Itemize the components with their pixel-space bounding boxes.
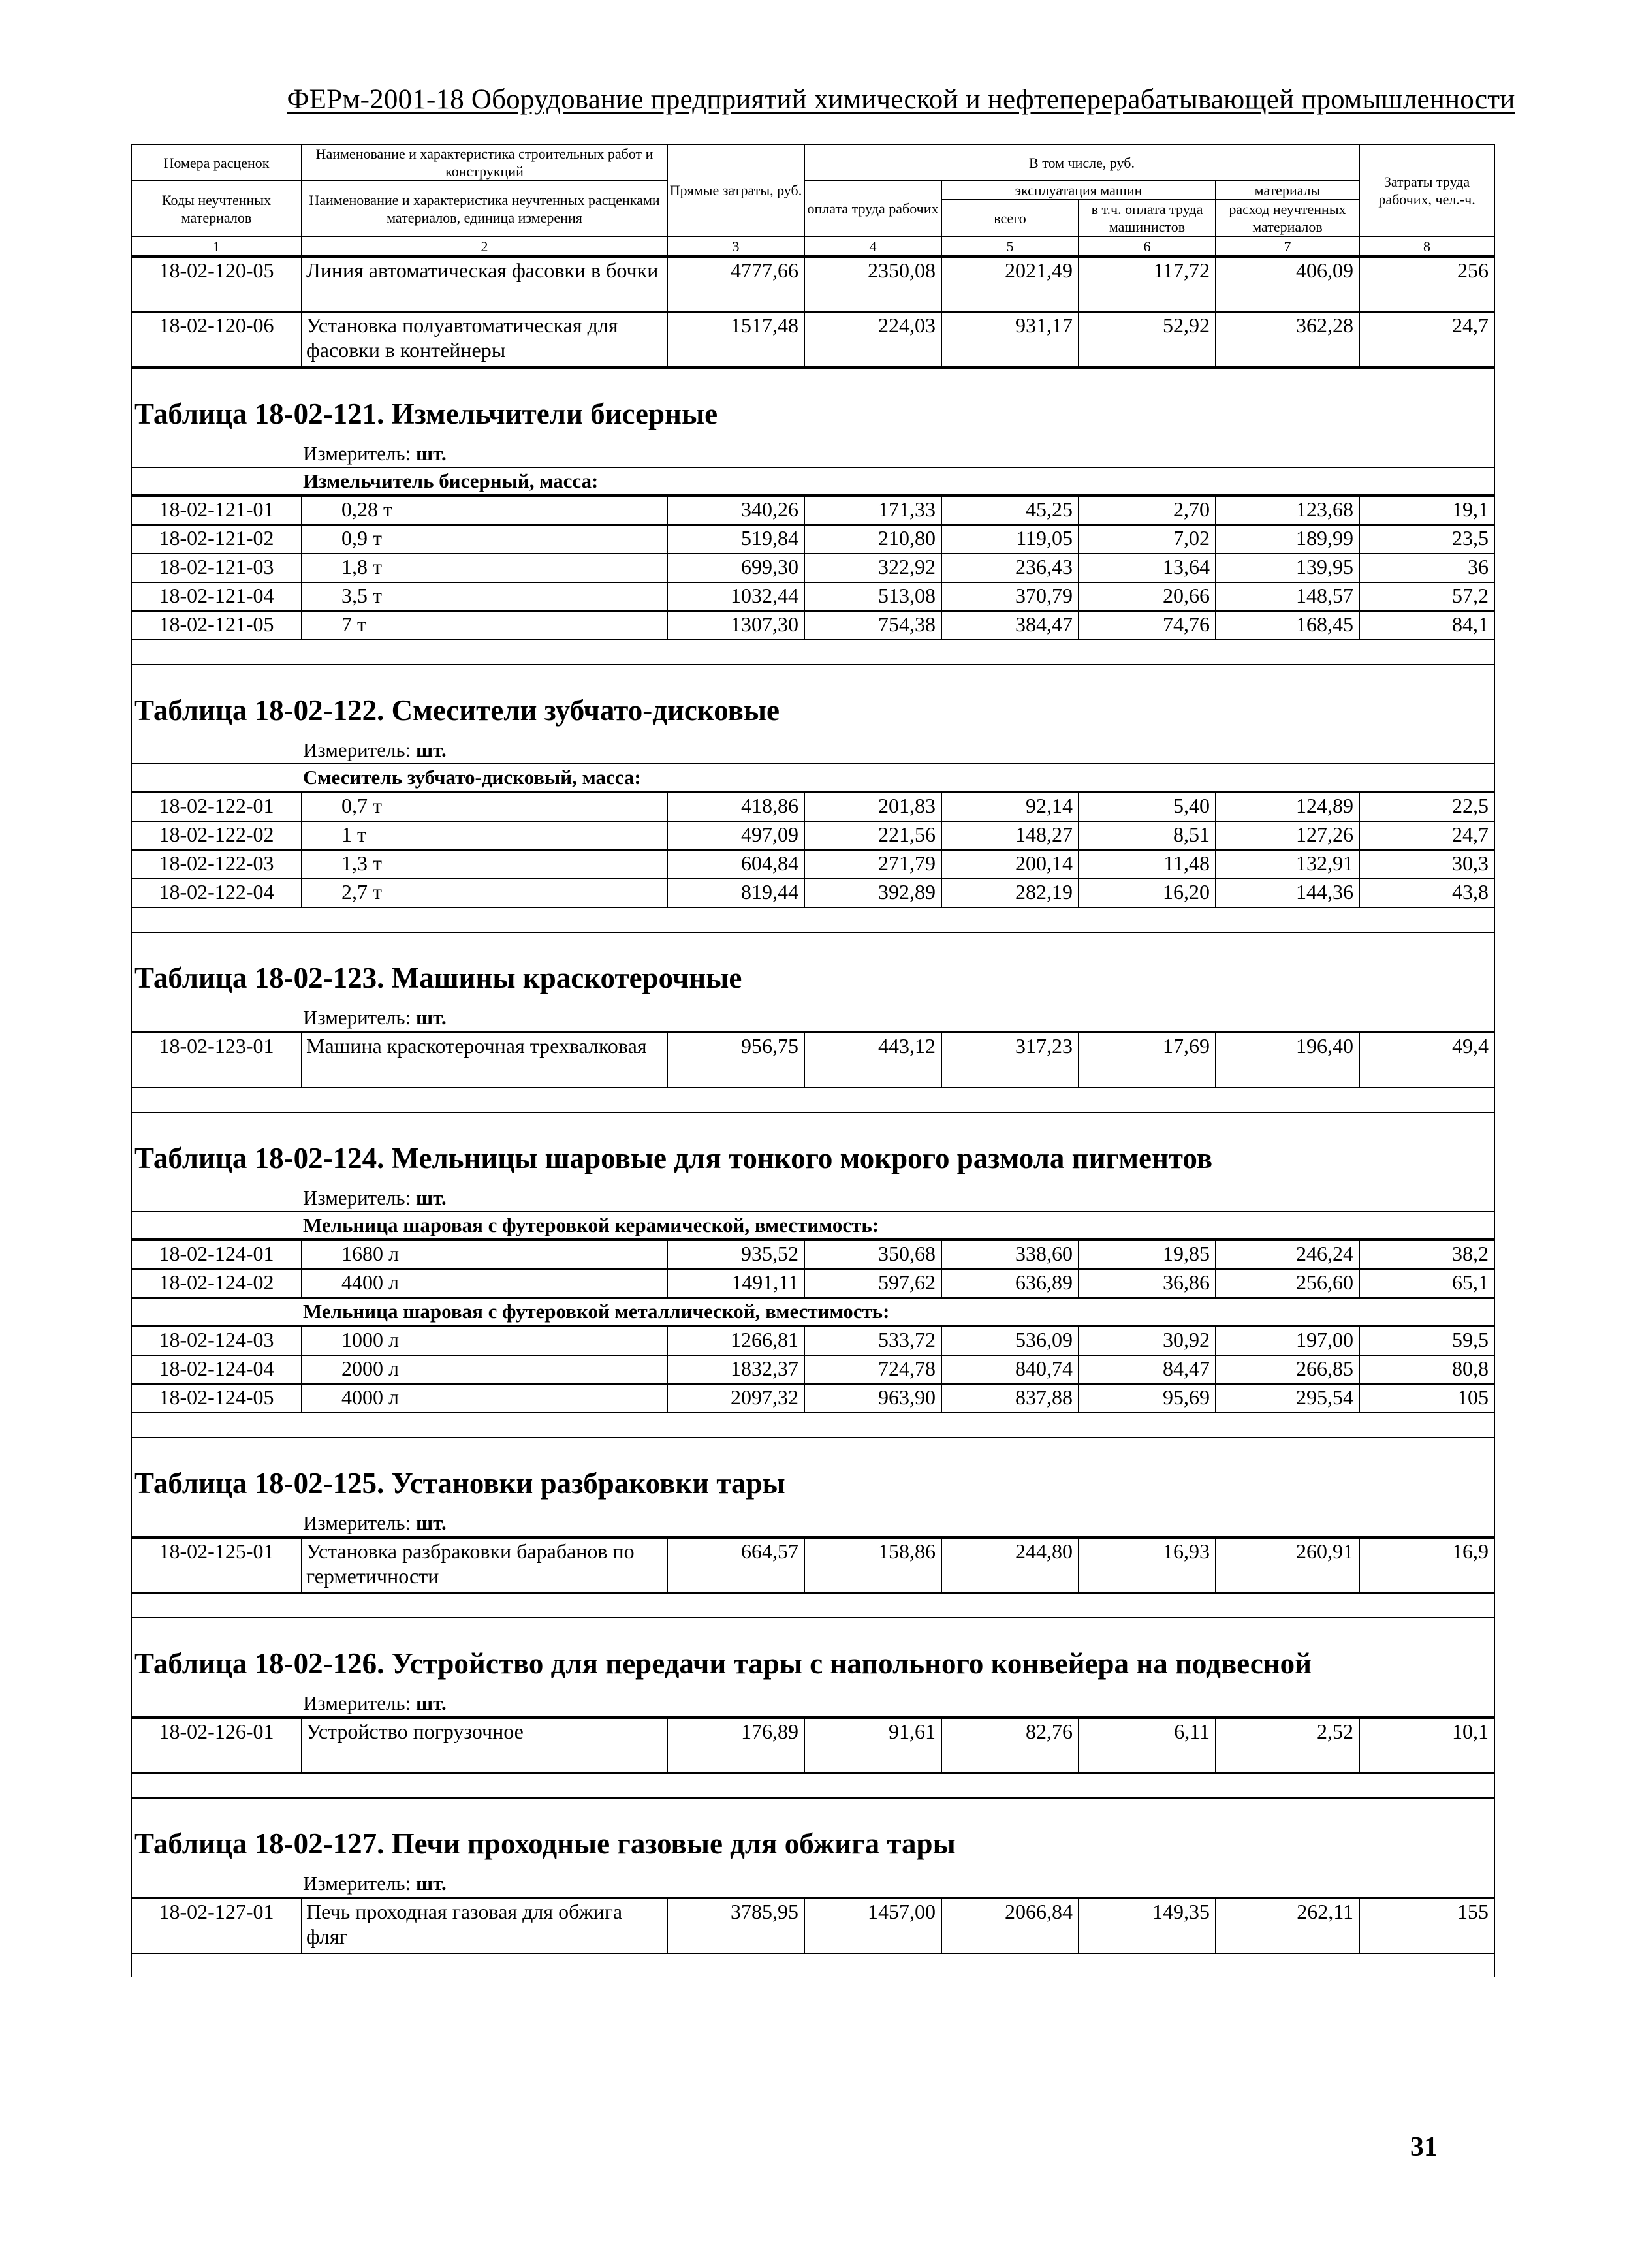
table-title: Таблица 18-02-124. Мельницы шаровые для тонкого мокрого размола пигментов	[132, 1112, 1494, 1185]
rate-value: 724,78	[804, 1355, 941, 1384]
rate-value: 1832,37	[667, 1355, 804, 1384]
rate-value: 36,86	[1079, 1269, 1216, 1298]
rate-value: 2097,32	[667, 1384, 804, 1413]
rate-code: 18-02-122-04	[132, 879, 302, 907]
col-header-materials: материалы	[1216, 181, 1359, 200]
rate-code: 18-02-121-02	[132, 525, 302, 554]
table-row	[132, 1355, 1494, 1384]
rate-value: 1266,81	[667, 1327, 804, 1355]
table-row	[132, 1384, 1494, 1413]
section-gap	[132, 908, 1494, 932]
rate-value: 636,89	[941, 1269, 1079, 1298]
continued-rows	[132, 257, 1494, 368]
table-title: Таблица 18-02-125. Установки разбраковки тары	[132, 1437, 1494, 1510]
table-title: Таблица 18-02-121. Измельчители бисерные	[132, 368, 1494, 441]
unit-value: шт.	[415, 1692, 447, 1714]
rate-value: 13,64	[1079, 554, 1216, 582]
rate-value: 52,92	[1079, 312, 1216, 367]
column-number-row	[132, 236, 1494, 256]
table-row	[132, 1538, 1494, 1593]
column-number: 8	[1359, 236, 1494, 256]
rate-value: 392,89	[804, 879, 941, 907]
rate-table-section	[132, 932, 1494, 1112]
rate-value: 418,86	[667, 793, 804, 821]
section-gap	[132, 640, 1494, 664]
col-header-machine-total: всего	[941, 200, 1079, 236]
rate-value: 148,27	[941, 821, 1079, 850]
rate-code: 18-02-121-03	[132, 554, 302, 582]
rate-value: 57,2	[1359, 582, 1494, 611]
rate-value: 604,84	[667, 850, 804, 879]
col-header-machine-use: эксплуатация машин	[941, 181, 1216, 200]
rates-table-body	[132, 792, 1494, 908]
rate-value: 4777,66	[667, 257, 804, 312]
table-row	[132, 1269, 1494, 1298]
table-title: Таблица 18-02-126. Устройство для передачи тары с напольного конвейера на подвесной	[132, 1617, 1494, 1690]
unit-value: шт.	[415, 1872, 447, 1895]
rate-code: 18-02-124-03	[132, 1327, 302, 1355]
col-header-material-codes: Коды неучтенных материалов	[132, 181, 302, 236]
rate-value: 65,1	[1359, 1269, 1494, 1298]
rate-code: 18-02-124-05	[132, 1384, 302, 1413]
rate-value: 119,05	[941, 525, 1079, 554]
unit-of-measure	[132, 1870, 1494, 1898]
unit-of-measure	[132, 737, 1494, 764]
rate-value: 519,84	[667, 525, 804, 554]
rate-value: 144,36	[1216, 879, 1359, 907]
rate-value: 210,80	[804, 525, 941, 554]
rate-value: 92,14	[941, 793, 1079, 821]
rate-value: 370,79	[941, 582, 1079, 611]
unit-label: Измеритель:	[303, 1006, 411, 1029]
rate-value: 221,56	[804, 821, 941, 850]
rate-name: 1 т	[302, 821, 667, 850]
rate-value: 2,70	[1079, 496, 1216, 525]
rate-name: 1,3 т	[302, 850, 667, 879]
rate-value: 16,20	[1079, 879, 1216, 907]
rate-value: 246,24	[1216, 1240, 1359, 1269]
rate-value: 1517,48	[667, 312, 804, 367]
rate-value: 24,7	[1359, 312, 1494, 367]
column-number: 5	[941, 236, 1079, 256]
rate-value: 11,48	[1079, 850, 1216, 879]
section-gap	[132, 1413, 1494, 1437]
rate-value: 819,44	[667, 879, 804, 907]
table-row	[132, 1033, 1494, 1088]
page-number: 31	[1410, 2132, 1438, 2162]
col-header-labor: Затраты труда рабочих, чел.-ч.	[1359, 145, 1494, 236]
rate-code: 18-02-122-01	[132, 793, 302, 821]
rate-value: 189,99	[1216, 525, 1359, 554]
table-title: Таблица 18-02-123. Машины краскотерочные	[132, 932, 1494, 1005]
column-number: 1	[132, 236, 302, 256]
rate-value: 3785,95	[667, 1898, 804, 1953]
table-row	[132, 257, 1494, 312]
rate-table-section	[132, 664, 1494, 932]
rate-value: 1491,11	[667, 1269, 804, 1298]
rate-name: 4400 л	[302, 1269, 667, 1298]
rate-value: 30,3	[1359, 850, 1494, 879]
rate-value: 139,95	[1216, 554, 1359, 582]
rate-name: 3,5 т	[302, 582, 667, 611]
rates-table-body	[132, 496, 1494, 640]
rate-value: 1307,30	[667, 611, 804, 640]
rate-value: 91,61	[804, 1718, 941, 1773]
rate-value: 236,43	[941, 554, 1079, 582]
rate-value: 2,52	[1216, 1718, 1359, 1773]
table-row	[132, 879, 1494, 907]
table-row	[132, 312, 1494, 367]
rate-value: 148,57	[1216, 582, 1359, 611]
rate-value: 384,47	[941, 611, 1079, 640]
column-number: 3	[667, 236, 804, 256]
rate-value: 244,80	[941, 1538, 1079, 1593]
rate-value: 956,75	[667, 1033, 804, 1088]
table-title: Таблица 18-02-122. Смесители зубчато-дисковые	[132, 664, 1494, 737]
rate-name: 1,8 т	[302, 554, 667, 582]
rate-name: 7 т	[302, 611, 667, 640]
rate-name: 0,28 т	[302, 496, 667, 525]
rate-value: 82,76	[941, 1718, 1079, 1773]
rate-name: Установка разбраковки барабанов по герметичности	[302, 1538, 667, 1593]
rate-value: 16,93	[1079, 1538, 1216, 1593]
col-header-material-name: Наименование и характеристика неучтенных расценками материалов, единица измерения	[302, 181, 667, 236]
rate-code: 18-02-124-01	[132, 1240, 302, 1269]
unit-label: Измеритель:	[303, 1872, 411, 1895]
rate-code: 18-02-124-04	[132, 1355, 302, 1384]
rate-value: 443,12	[804, 1033, 941, 1088]
col-header-rate-number: Номера расценок	[132, 145, 302, 181]
column-number: 4	[804, 236, 941, 256]
rate-value: 256,60	[1216, 1269, 1359, 1298]
rate-value: 350,68	[804, 1240, 941, 1269]
rate-value: 7,02	[1079, 525, 1216, 554]
table-row	[132, 525, 1494, 554]
rate-code: 18-02-122-03	[132, 850, 302, 879]
rate-code: 18-02-120-05	[132, 257, 302, 312]
rate-table-section	[132, 1797, 1494, 1977]
rate-value: 536,09	[941, 1327, 1079, 1355]
rates-document	[131, 144, 1495, 1977]
rate-value: 754,38	[804, 611, 941, 640]
rate-value: 95,69	[1079, 1384, 1216, 1413]
table-row	[132, 1718, 1494, 1773]
unit-of-measure	[132, 1005, 1494, 1032]
table-row	[132, 496, 1494, 525]
rate-value: 30,92	[1079, 1327, 1216, 1355]
rate-value: 1457,00	[804, 1898, 941, 1953]
rate-code: 18-02-121-01	[132, 496, 302, 525]
rates-table-body	[132, 257, 1494, 368]
rates-table-body	[132, 1718, 1494, 1774]
rate-value: 127,26	[1216, 821, 1359, 850]
unit-of-measure	[132, 441, 1494, 468]
col-header-work-name: Наименование и характеристика строительных работ и конструкций	[302, 145, 667, 181]
table-row	[132, 554, 1494, 582]
rate-value: 19,85	[1079, 1240, 1216, 1269]
rate-value: 84,1	[1359, 611, 1494, 640]
rate-value: 197,00	[1216, 1327, 1359, 1355]
rate-value: 963,90	[804, 1384, 941, 1413]
rate-value: 5,40	[1079, 793, 1216, 821]
rate-value: 105	[1359, 1384, 1494, 1413]
rate-table-section	[132, 1617, 1494, 1797]
rate-value: 2021,49	[941, 257, 1079, 312]
rate-value: 45,25	[941, 496, 1079, 525]
rate-value: 123,68	[1216, 496, 1359, 525]
rate-name: Установка полуавтоматическая для фасовки в контейнеры	[302, 312, 667, 367]
rate-value: 262,11	[1216, 1898, 1359, 1953]
group-heading: Мельница шаровая с футеровкой металлической, вместимость:	[132, 1299, 1494, 1326]
rate-value: 513,08	[804, 582, 941, 611]
unit-label: Измеритель:	[303, 1511, 411, 1534]
rate-value: 256	[1359, 257, 1494, 312]
rate-value: 43,8	[1359, 879, 1494, 907]
rate-value: 935,52	[667, 1240, 804, 1269]
rate-value: 260,91	[1216, 1538, 1359, 1593]
rates-table-body	[132, 1898, 1494, 1954]
rate-name: Линия автоматическая фасовки в бочки	[302, 257, 667, 312]
unit-value: шт.	[415, 1511, 447, 1534]
rate-value: 22,5	[1359, 793, 1494, 821]
rate-code: 18-02-120-06	[132, 312, 302, 367]
rate-code: 18-02-121-04	[132, 582, 302, 611]
rate-value: 23,5	[1359, 525, 1494, 554]
tables-container	[132, 368, 1494, 1977]
rate-name: Устройство погрузочное	[302, 1718, 667, 1773]
rate-value: 84,47	[1079, 1355, 1216, 1384]
rate-value: 2350,08	[804, 257, 941, 312]
group-heading: Смеситель зубчато-дисковый, масса:	[132, 764, 1494, 792]
unit-of-measure	[132, 1510, 1494, 1537]
rate-name: 4000 л	[302, 1384, 667, 1413]
unit-value: шт.	[415, 738, 447, 761]
rate-value: 200,14	[941, 850, 1079, 879]
rates-table-body	[132, 1032, 1494, 1088]
rate-value: 117,72	[1079, 257, 1216, 312]
table-row	[132, 611, 1494, 640]
rate-value: 282,19	[941, 879, 1079, 907]
rate-value: 497,09	[667, 821, 804, 850]
unit-value: шт.	[415, 1186, 447, 1209]
col-header-machinist-pay: в т.ч. оплата труда машинистов	[1079, 200, 1216, 236]
rate-value: 362,28	[1216, 312, 1359, 367]
rate-name: Печь проходная газовая для обжига фляг	[302, 1898, 667, 1953]
rate-value: 1032,44	[667, 582, 804, 611]
table-row	[132, 1240, 1494, 1269]
rate-value: 317,23	[941, 1033, 1079, 1088]
rate-name: 0,7 т	[302, 793, 667, 821]
unit-of-measure	[132, 1185, 1494, 1212]
rate-name: 1680 л	[302, 1240, 667, 1269]
rate-table-section	[132, 1437, 1494, 1617]
table-row	[132, 1327, 1494, 1355]
rate-value: 10,1	[1359, 1718, 1494, 1773]
rate-value: 38,2	[1359, 1240, 1494, 1269]
unit-of-measure	[132, 1690, 1494, 1718]
rate-value: 840,74	[941, 1355, 1079, 1384]
group-heading: Измельчитель бисерный, масса:	[132, 468, 1494, 496]
rate-value: 2066,84	[941, 1898, 1079, 1953]
rates-table-body	[132, 1537, 1494, 1594]
rates-table-body	[132, 1240, 1494, 1299]
rate-value: 295,54	[1216, 1384, 1359, 1413]
rate-value: 340,26	[667, 496, 804, 525]
rate-value: 837,88	[941, 1384, 1079, 1413]
rate-value: 80,8	[1359, 1355, 1494, 1384]
section-gap	[132, 1594, 1494, 1617]
rate-code: 18-02-121-05	[132, 611, 302, 640]
rate-value: 24,7	[1359, 821, 1494, 850]
rate-table-section	[132, 368, 1494, 664]
unit-label: Измеритель:	[303, 1186, 411, 1209]
rate-code: 18-02-125-01	[132, 1538, 302, 1593]
rate-value: 74,76	[1079, 611, 1216, 640]
rates-table-body	[132, 1326, 1494, 1413]
rate-value: 59,5	[1359, 1327, 1494, 1355]
rate-value: 171,33	[804, 496, 941, 525]
unit-label: Измеритель:	[303, 1692, 411, 1714]
rate-code: 18-02-127-01	[132, 1898, 302, 1953]
rate-value: 168,45	[1216, 611, 1359, 640]
rate-value: 17,69	[1079, 1033, 1216, 1088]
rate-value: 19,1	[1359, 496, 1494, 525]
col-header-direct-costs: Прямые затраты, руб.	[667, 145, 804, 236]
table-row	[132, 1898, 1494, 1953]
rate-value: 16,9	[1359, 1538, 1494, 1593]
rate-value: 149,35	[1079, 1898, 1216, 1953]
rate-value: 201,83	[804, 793, 941, 821]
rate-value: 6,11	[1079, 1718, 1216, 1773]
rate-value: 36	[1359, 554, 1494, 582]
rate-value: 406,09	[1216, 257, 1359, 312]
rate-name: 2000 л	[302, 1355, 667, 1384]
rate-value: 49,4	[1359, 1033, 1494, 1088]
rate-value: 20,66	[1079, 582, 1216, 611]
rate-value: 699,30	[667, 554, 804, 582]
section-gap	[132, 1954, 1494, 1977]
rate-value: 132,91	[1216, 850, 1359, 879]
rate-code: 18-02-122-02	[132, 821, 302, 850]
rate-value: 176,89	[667, 1718, 804, 1773]
rate-code: 18-02-126-01	[132, 1718, 302, 1773]
unit-value: шт.	[415, 442, 447, 465]
rate-value: 158,86	[804, 1538, 941, 1593]
column-header	[132, 145, 1494, 257]
rate-value: 597,62	[804, 1269, 941, 1298]
section-gap	[132, 1774, 1494, 1797]
rate-name: 2,7 т	[302, 879, 667, 907]
rate-code: 18-02-124-02	[132, 1269, 302, 1298]
rate-name: 1000 л	[302, 1327, 667, 1355]
rate-code: 18-02-123-01	[132, 1033, 302, 1088]
rate-value: 155	[1359, 1898, 1494, 1953]
group-heading: Мельница шаровая с футеровкой керамической, вместимость:	[132, 1212, 1494, 1240]
table-row	[132, 582, 1494, 611]
rate-value: 8,51	[1079, 821, 1216, 850]
rate-value: 266,85	[1216, 1355, 1359, 1384]
rate-value: 196,40	[1216, 1033, 1359, 1088]
unit-label: Измеритель:	[303, 738, 411, 761]
rate-value: 338,60	[941, 1240, 1079, 1269]
unit-value: шт.	[415, 1006, 447, 1029]
table-row	[132, 793, 1494, 821]
column-number: 2	[302, 236, 667, 256]
rate-value: 322,92	[804, 554, 941, 582]
table-row	[132, 850, 1494, 879]
col-header-worker-pay: оплата труда рабочих	[804, 181, 941, 236]
rate-table-section	[132, 1112, 1494, 1437]
column-number: 7	[1216, 236, 1359, 256]
rate-value: 664,57	[667, 1538, 804, 1593]
column-number: 6	[1079, 236, 1216, 256]
rate-value: 224,03	[804, 312, 941, 367]
table-row	[132, 821, 1494, 850]
section-gap	[132, 1088, 1494, 1112]
unit-label: Измеритель:	[303, 442, 411, 465]
page-header: ФЕРм-2001-18 Оборудование предприятий химической и нефтеперерабатывающей промышленности	[287, 84, 1515, 115]
rate-value: 271,79	[804, 850, 941, 879]
rate-name: 0,9 т	[302, 525, 667, 554]
rate-value: 533,72	[804, 1327, 941, 1355]
rate-value: 931,17	[941, 312, 1079, 367]
rate-value: 124,89	[1216, 793, 1359, 821]
col-header-including: В том числе, руб.	[804, 145, 1359, 181]
col-header-material-consumption: расход неучтенных материалов	[1216, 200, 1359, 236]
table-title: Таблица 18-02-127. Печи проходные газовые для обжига тары	[132, 1797, 1494, 1870]
rate-name: Машина краскотерочная трехвалковая	[302, 1033, 667, 1088]
